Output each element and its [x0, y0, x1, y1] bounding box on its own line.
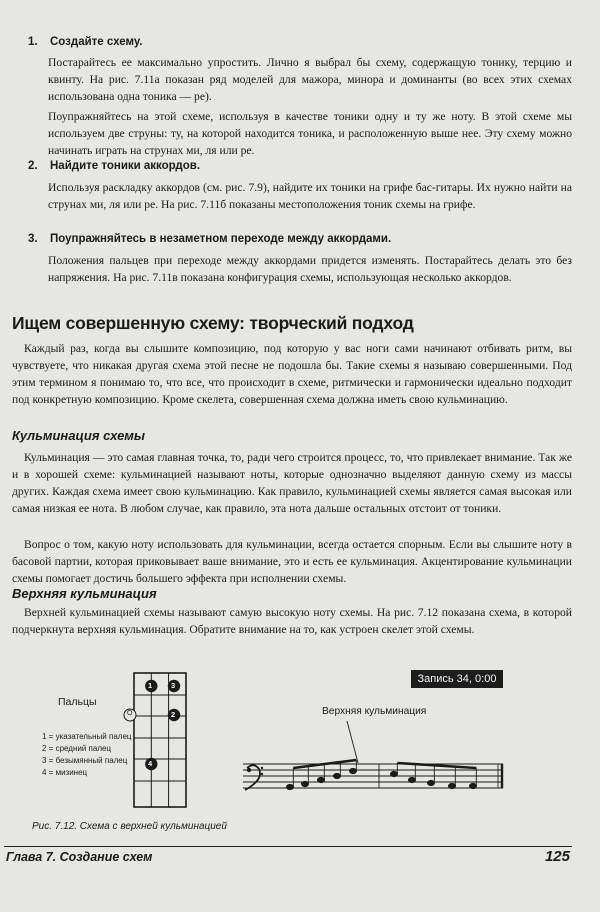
fretboard-diagram [134, 673, 186, 807]
page-number: 125 [544, 848, 570, 865]
legend-item: 4 = мизинец [42, 768, 88, 777]
climax-label: Верхняя кульминация [322, 706, 427, 717]
climax-pointer [347, 721, 358, 763]
recording-badge: Запись 34, 0:00 [411, 670, 503, 688]
bass-clef [245, 765, 263, 790]
finger-dot-label: 3 [171, 681, 176, 690]
finger-dots [124, 680, 180, 770]
fingers-label: Пальцы [58, 696, 97, 708]
legend-item: 3 = безымянный палец [42, 756, 128, 765]
subsection-heading: Верхняя кульминация [12, 586, 157, 601]
paragraph: Постарайтесь ее максимально упростить. Лично я выбрал бы схему, содержащую тонику, терцию и квинту. На рис. 7.11а показан ряд моделей для мажора, минора и доминанты (во всех этих схемах использована одна тоника — ре). [48, 56, 572, 103]
paragraph: Каждый раз, когда вы слышите композицию, под которую у вас ноги сами начинают отбивать ритм, вы чувствуете, что никакая другая схема этой песне не подошла бы. Такие схемы я называю совершенными. Под этим термином я понимаю то, что все, что происходит в схеме, ритмически и гармонически идеально подходит под конкретную композицию. Кроме скелета, совершенная схема должна иметь свою кульминацию. [12, 342, 572, 406]
step-title: Поупражняйтесь в незаметном переходе между аккордами. [50, 233, 392, 245]
legend-item: 1 = указательный палец [42, 732, 132, 741]
step-title: Создайте схему. [50, 36, 143, 48]
footer-divider [4, 846, 572, 847]
open-string-label: O [127, 710, 133, 717]
paragraph: Используя раскладку аккордов (см. рис. 7.9), найдите их тоники на грифе бас-гитары. Их нужно найти на струнах ми, ля или ре. На рис. 7.11б показаны местоположения тоник схемы на грифе. [48, 181, 572, 211]
paragraph: Положения пальцев при переходе между аккордами придется изменять. Постарайтесь делать это без напряжения. На рис. 7.11в показана конфигурация схемы, использующая несколько аккордов. [48, 254, 572, 284]
legend-item: 2 = средний палец [42, 744, 112, 753]
subsection-heading: Кульминация схемы [12, 428, 146, 443]
paragraph: Вопрос о том, какую ноту использовать для кульминации, всегда остается спорным. Если вы слышите ноту в басовой партии, которая приковывает ваше внимание, это и есть ее кульминация. Акцентирование кульминации схемы помогает достичь большего эффекта при исполнении схемы. [12, 538, 572, 585]
step-number: 3. [28, 233, 38, 245]
section-heading: Ищем совершенную схему: творческий подход [12, 313, 414, 333]
chapter-title: Глава 7. Создание схем [6, 850, 153, 864]
step-number: 2. [28, 160, 38, 172]
paragraph: Верхней кульминацией схемы называют самую высокую ноту схемы. На рис. 7.12 показана схема, в которой подчеркнута верхняя кульминация. Обратите внимание на то, как устроен скелет этой схемы. [12, 606, 572, 636]
paragraph: Поупражняйтесь на этой схеме, используя в качестве тоники одну и ту же ноту. В этой схеме мы используем две струны: ту, на которой находится тоника, и расположенную выше нее. Эту схему можно начинать играть на струнах ми, ля или ре. [48, 110, 572, 157]
figure-caption: Рис. 7.12. Схема с верхней кульминацией [32, 821, 227, 832]
step-title: Найдите тоники аккордов. [50, 160, 201, 172]
finger-dot-label: 1 [148, 681, 153, 690]
paragraph: Кульминация — это самая главная точка, то, ради чего строится процесс, то, что привлекает внимание. Так же и в хорошей схеме: кульминацией называют ноты, которые однозначно выделяют данную схему из массы других. Каждая схема имеет свою кульминацию. Как правило, кульминацией схемы является самая высокая или самая низкая ее нота. В любом случае, как правило, эта нота дальше остальных отстоит от тоники. [12, 451, 572, 515]
finger-dot-label: 2 [171, 710, 176, 719]
finger-dot-label: 4 [148, 759, 153, 768]
step-number: 1. [28, 36, 38, 48]
